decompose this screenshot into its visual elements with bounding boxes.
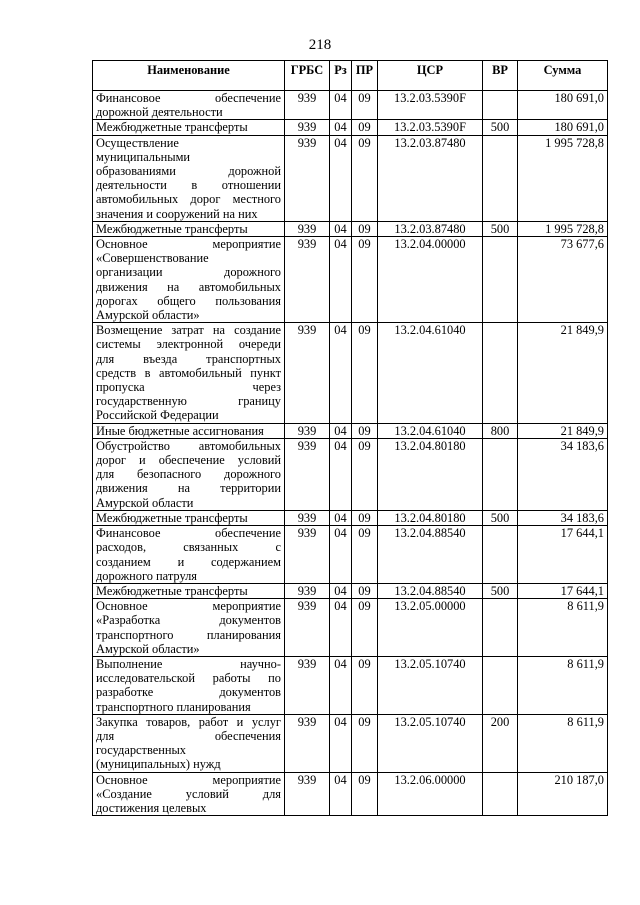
cell-vr: 500 [483, 510, 518, 525]
cell-vr [483, 526, 518, 584]
cell-name-line: муниципальными [96, 149, 191, 164]
cell-name-line: Межбюджетные трансферты [96, 583, 248, 598]
cell-rz: 04 [330, 656, 352, 714]
cell-grbs: 939 [285, 120, 330, 135]
header-pr: ПР [352, 61, 378, 91]
cell-name-line: пропуска через [96, 380, 281, 395]
cell-name-line: (муниципальных) нужд [96, 757, 221, 772]
cell-csr: 13.2.03.5390F [378, 120, 483, 135]
cell-vr [483, 91, 518, 120]
cell-sum: 8 611,9 [518, 599, 608, 657]
cell-vr [483, 599, 518, 657]
cell-pr: 09 [352, 656, 378, 714]
cell-pr: 09 [352, 135, 378, 221]
cell-rz: 04 [330, 510, 352, 525]
cell-sum: 8 611,9 [518, 714, 608, 772]
table-row [93, 237, 608, 323]
header-name: Наименование [93, 61, 285, 91]
cell-pr: 09 [352, 120, 378, 135]
cell-name-line: для обеспечения [96, 728, 281, 743]
cell-name-line: транспортного планирования [96, 627, 281, 642]
cell-name-line: Межбюджетные трансферты [96, 510, 248, 525]
cell-name-line: Возмещение затрат на создание [96, 323, 281, 338]
cell-name [93, 526, 285, 584]
cell-grbs: 939 [285, 656, 330, 714]
cell-grbs: 939 [285, 91, 330, 120]
cell-grbs: 939 [285, 323, 330, 423]
cell-vr [483, 438, 518, 510]
cell-name [93, 438, 285, 510]
cell-sum: 21 849,9 [518, 323, 608, 423]
cell-vr: 500 [483, 221, 518, 236]
cell-vr [483, 772, 518, 816]
table-row [93, 599, 608, 657]
cell-name [93, 656, 285, 714]
cell-name-line: Финансовое обеспечение [96, 91, 281, 105]
cell-grbs: 939 [285, 438, 330, 510]
cell-name-line: исследовательской работы по [96, 671, 281, 686]
cell-pr: 09 [352, 526, 378, 584]
header-rz: Рз [330, 61, 352, 91]
cell-vr: 800 [483, 423, 518, 438]
cell-csr: 13.2.05.10740 [378, 714, 483, 772]
table-row [93, 135, 608, 221]
cell-sum: 1 995 728,8 [518, 221, 608, 236]
cell-sum: 8 611,9 [518, 656, 608, 714]
cell-name-line: Осуществление [96, 135, 179, 150]
cell-sum: 21 849,9 [518, 423, 608, 438]
cell-name [93, 120, 285, 135]
cell-name-line: дорог и обеспечение условий [96, 453, 281, 468]
cell-name-line: дорогах общего пользования [96, 293, 281, 308]
cell-name-line: Выполнение научно- [96, 656, 281, 671]
table-row [93, 772, 608, 816]
cell-name-line: Амурской области» [96, 641, 200, 656]
cell-name-line: Основное мероприятие [96, 599, 281, 614]
cell-pr: 09 [352, 772, 378, 816]
cell-rz: 04 [330, 526, 352, 584]
cell-csr: 13.2.05.00000 [378, 599, 483, 657]
table-row [93, 221, 608, 236]
header-vr: ВР [483, 61, 518, 91]
cell-name-line: движения на автомобильных [96, 279, 281, 294]
cell-csr: 13.2.05.10740 [378, 656, 483, 714]
cell-pr: 09 [352, 438, 378, 510]
cell-csr: 13.2.04.80180 [378, 510, 483, 525]
cell-grbs: 939 [285, 583, 330, 598]
cell-pr: 09 [352, 323, 378, 423]
cell-name [93, 599, 285, 657]
cell-rz: 04 [330, 583, 352, 598]
cell-sum: 180 691,0 [518, 120, 608, 135]
cell-name-line: Основное мероприятие [96, 772, 281, 787]
cell-rz: 04 [330, 221, 352, 236]
table-row [93, 91, 608, 120]
header-sum: Сумма [518, 61, 608, 91]
cell-name-line: Основное мероприятие [96, 237, 281, 252]
cell-sum: 34 183,6 [518, 438, 608, 510]
cell-sum: 17 644,1 [518, 583, 608, 598]
cell-name-line: Межбюджетные трансферты [96, 120, 248, 135]
table-row [93, 510, 608, 525]
cell-name [93, 323, 285, 423]
cell-csr: 13.2.03.87480 [378, 135, 483, 221]
cell-grbs: 939 [285, 135, 330, 221]
budget-table [92, 60, 608, 816]
cell-rz: 04 [330, 91, 352, 120]
cell-name [93, 583, 285, 598]
cell-name-line: движения на территории [96, 481, 281, 496]
cell-pr: 09 [352, 599, 378, 657]
table-body [93, 91, 608, 816]
cell-pr: 09 [352, 91, 378, 120]
cell-name [93, 221, 285, 236]
header-csr: ЦСР [378, 61, 483, 91]
cell-name-line: Финансовое обеспечение [96, 526, 281, 541]
table-row [93, 583, 608, 598]
cell-name-line: Обустройство автомобильных [96, 438, 281, 453]
cell-rz: 04 [330, 323, 352, 423]
cell-name-line: разработке документов [96, 685, 281, 700]
cell-sum: 180 691,0 [518, 91, 608, 120]
cell-sum: 73 677,6 [518, 237, 608, 323]
cell-name-line: транспортного планирования [96, 699, 251, 714]
cell-pr: 09 [352, 423, 378, 438]
cell-csr: 13.2.04.88540 [378, 583, 483, 598]
cell-csr: 13.2.06.00000 [378, 772, 483, 816]
cell-vr: 200 [483, 714, 518, 772]
cell-sum: 17 644,1 [518, 526, 608, 584]
cell-grbs: 939 [285, 221, 330, 236]
cell-sum: 34 183,6 [518, 510, 608, 525]
cell-name-line: образованиями дорожной [96, 164, 281, 179]
cell-pr: 09 [352, 510, 378, 525]
table-row [93, 438, 608, 510]
cell-sum: 1 995 728,8 [518, 135, 608, 221]
cell-name-line: для безопасного дорожного [96, 467, 281, 482]
cell-name-line: автомобильных дорог местного [96, 192, 281, 207]
cell-csr: 13.2.04.88540 [378, 526, 483, 584]
cell-name-line: государственную границу [96, 394, 281, 409]
cell-name-line: «Совершенствование [96, 251, 209, 266]
cell-name-line: созданием и содержанием [96, 554, 281, 569]
cell-name-line: Амурской области [96, 495, 194, 510]
cell-name [93, 91, 285, 120]
cell-grbs: 939 [285, 599, 330, 657]
cell-name-line: Амурской области» [96, 308, 200, 323]
cell-rz: 04 [330, 599, 352, 657]
cell-csr: 13.2.04.00000 [378, 237, 483, 323]
cell-rz: 04 [330, 423, 352, 438]
cell-grbs: 939 [285, 510, 330, 525]
cell-rz: 04 [330, 772, 352, 816]
cell-name-line: «Разработка документов [96, 613, 281, 628]
cell-name-line: для въезда транспортных [96, 351, 281, 366]
cell-name-line: Иные бюджетные ассигнования [96, 423, 264, 438]
cell-vr [483, 237, 518, 323]
header-grbs: ГРБС [285, 61, 330, 91]
table-row [93, 714, 608, 772]
cell-pr: 09 [352, 237, 378, 323]
cell-name-line: значения и сооружений на них [96, 206, 258, 221]
cell-rz: 04 [330, 438, 352, 510]
cell-sum: 210 187,0 [518, 772, 608, 816]
table-row [93, 423, 608, 438]
cell-name-line: Закупка товаров, работ и услуг [96, 714, 281, 729]
cell-name-line: деятельности в отношении [96, 178, 281, 193]
cell-name [93, 714, 285, 772]
table-header-row [93, 61, 608, 91]
cell-rz: 04 [330, 714, 352, 772]
cell-vr [483, 323, 518, 423]
cell-csr: 13.2.04.80180 [378, 438, 483, 510]
cell-rz: 04 [330, 120, 352, 135]
page-number: 218 [308, 37, 332, 53]
cell-grbs: 939 [285, 772, 330, 816]
cell-name-line: средств в автомобильный пункт [96, 365, 281, 380]
cell-name-line: системы электронной очереди [96, 337, 281, 352]
cell-name-line: организации дорожного [96, 265, 281, 280]
cell-grbs: 939 [285, 714, 330, 772]
cell-name-line: расходов, связанных с [96, 540, 281, 555]
cell-pr: 09 [352, 221, 378, 236]
cell-csr: 13.2.04.61040 [378, 423, 483, 438]
cell-vr [483, 135, 518, 221]
cell-name [93, 423, 285, 438]
cell-csr: 13.2.04.61040 [378, 323, 483, 423]
table-row [93, 656, 608, 714]
cell-name [93, 772, 285, 816]
table-row [93, 120, 608, 135]
cell-vr [483, 656, 518, 714]
cell-rz: 04 [330, 135, 352, 221]
cell-name-line: дорожной деятельности [96, 105, 223, 120]
cell-grbs: 939 [285, 423, 330, 438]
cell-name-line: достижения целевых [96, 800, 207, 815]
cell-name-line: Межбюджетные трансферты [96, 221, 248, 236]
cell-pr: 09 [352, 714, 378, 772]
cell-vr: 500 [483, 583, 518, 598]
cell-grbs: 939 [285, 237, 330, 323]
table-row [93, 323, 608, 423]
cell-name-line: дорожного патруля [96, 568, 197, 583]
cell-name [93, 237, 285, 323]
cell-name [93, 135, 285, 221]
cell-vr: 500 [483, 120, 518, 135]
cell-grbs: 939 [285, 526, 330, 584]
table-row [93, 526, 608, 584]
cell-pr: 09 [352, 583, 378, 598]
cell-name-line: государственных [96, 743, 187, 758]
cell-csr: 13.2.03.87480 [378, 221, 483, 236]
cell-csr: 13.2.03.5390F [378, 91, 483, 120]
cell-rz: 04 [330, 237, 352, 323]
cell-name [93, 510, 285, 525]
cell-name-line: «Создание условий для [96, 786, 281, 801]
cell-name-line: Российской Федерации [96, 408, 219, 423]
